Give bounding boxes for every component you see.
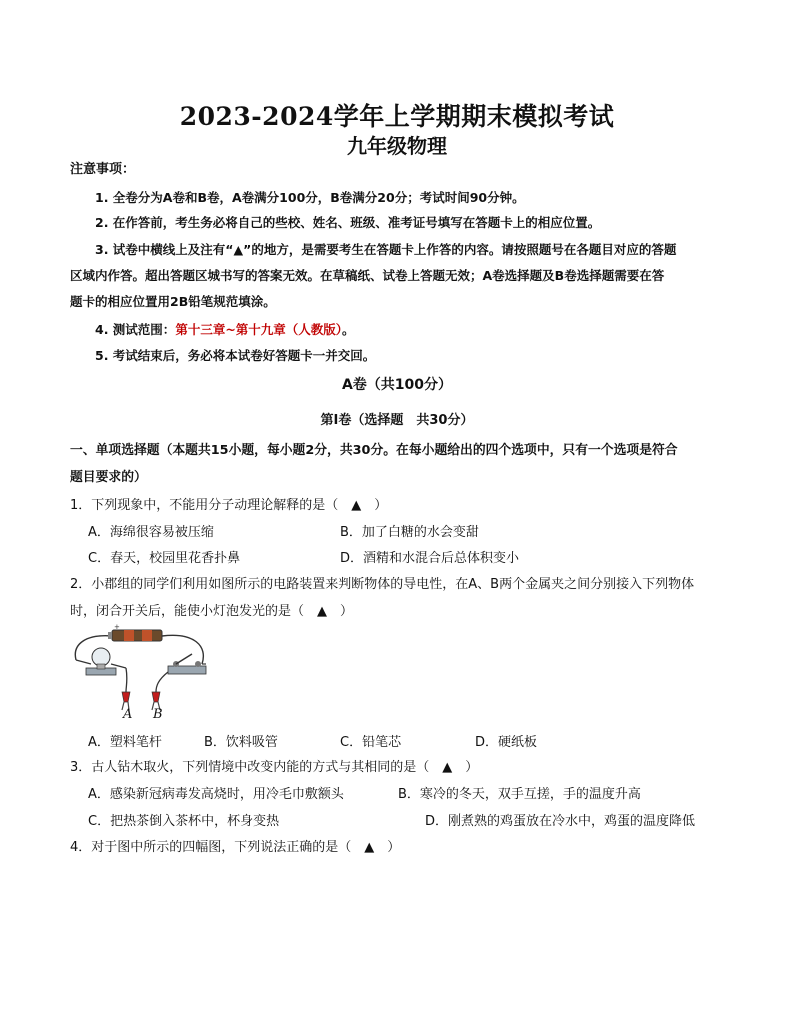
exam-title: 2023-2024学年上学期期末模拟考试 xyxy=(179,102,615,131)
notice-item-4-suffix: 。 xyxy=(342,322,355,337)
notice-item-4 xyxy=(95,320,355,338)
question-2-stem-line-1: 2．小郡组的同学们利用如图所示的电路装置来判断物体的导电性，在A、B两个金属夹之间分别接入下列物体 xyxy=(70,577,695,592)
notice-item-3-line-2: 区域内作答。超出答题区城书写的答案无效。在草稿纸、试卷上答题无效；A卷选择题及B卷选择题需要在答 xyxy=(70,268,665,283)
notice-item-1: 1. 全卷分为A卷和B卷，A卷满分100分，B卷满分20分；考试时间90分钟。 xyxy=(95,190,525,205)
question-1-stem: 1．下列现象中，不能用分子动理论解释的是（ ▲ ） xyxy=(70,498,388,513)
question-4-stem: 4．对于图中所示的四幅图，下列说法正确的是（ ▲ ） xyxy=(70,840,401,855)
figure-label-b: B xyxy=(153,707,163,722)
section-intro-line-1: 一、单项选择题（本题共15小题，每小题2分，共30分。在每小题给出的四个选项中，只有一个选项是符合 xyxy=(70,443,678,458)
question-3-stem: 3．古人钻木取火，下列情境中改变内能的方式与其相同的是（ ▲ ） xyxy=(70,760,479,775)
svg-text:+: + xyxy=(114,624,120,631)
question-2-option-b: B．饮料吸管 xyxy=(204,735,278,750)
notice-item-2: 2. 在作答前，考生务必将自己的些校、姓名、班级、准考证号填写在答题卡上的相应位置。 xyxy=(95,215,601,230)
section-intro-line-2: 题目要求的） xyxy=(70,470,147,485)
question-1-option-d: D．酒精和水混合后总体积变小 xyxy=(340,551,520,566)
figure-label-a: A xyxy=(123,707,133,722)
question-1-option-b: B．加了白糖的水会变甜 xyxy=(340,525,479,540)
circuit-diagram xyxy=(66,624,216,724)
notice-item-3-line-3: 题卡的相应位置用2B铅笔规范填涂。 xyxy=(70,294,276,309)
notice-item-4-prefix: 4. 测试范围： xyxy=(95,322,176,337)
question-2-option-d: D．硬纸板 xyxy=(475,735,538,750)
question-3-option-c: C．把热茶倒入茶杯中，杯身变热 xyxy=(88,814,280,829)
question-2-option-a: A．塑料笔杆 xyxy=(88,735,162,750)
exam-subtitle: 九年级物理 xyxy=(347,134,447,158)
notice-heading: 注意事项： xyxy=(70,162,136,177)
notice-item-5: 5. 考试结束后，务必将本试卷好答题卡一并交回。 xyxy=(95,348,376,363)
notice-item-3-line-1: 3. 试卷中横线上及注有“▲”的地方，是需要考生在答题卡上作答的内容。请按照题号在各题目对应的答题 xyxy=(95,242,677,257)
question-3-option-b: B．寒冷的冬天，双手互搓，手的温度升高 xyxy=(398,787,641,802)
bulb-icon xyxy=(76,648,126,675)
battery-icon xyxy=(108,624,162,641)
question-1-option-c: C．春天，校园里花香扑鼻 xyxy=(88,551,241,566)
question-2-stem-line-2: 时，闭合开关后，能使小灯泡发光的是（ ▲ ） xyxy=(70,604,353,619)
switch-icon xyxy=(168,654,206,674)
question-3-option-d: D．刚煮熟的鸡蛋放在冷水中，鸡蛋的温度降低 xyxy=(425,814,696,829)
question-3-option-a: A．感染新冠病毒发高烧时，用冷毛巾敷额头 xyxy=(88,787,344,802)
section-a-title: A卷（共100分） xyxy=(341,377,453,393)
notice-item-4-range: 第十三章~第十九章（人教版） xyxy=(175,322,343,337)
section-part-1-title: 第Ⅰ卷（选择题 共30分） xyxy=(320,413,474,428)
question-2-option-c: C．铅笔芯 xyxy=(340,735,402,750)
question-1-option-a: A．海绵很容易被压缩 xyxy=(88,525,214,540)
